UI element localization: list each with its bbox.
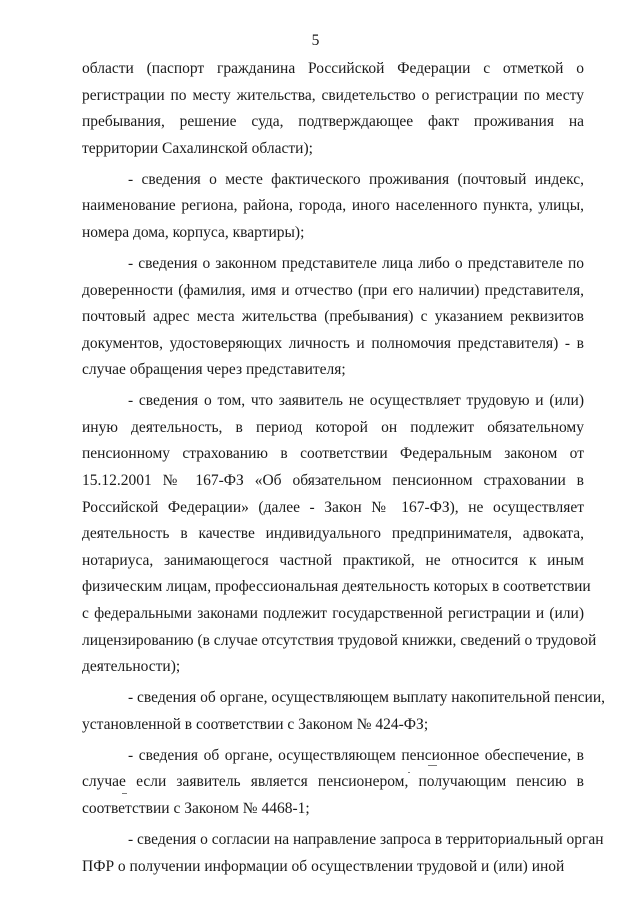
text-line: - сведения об органе, осуществляющем выплату накопительной пенсии, (128, 689, 606, 707)
paragraph (82, 167, 584, 247)
text-line: области (паспорт гражданина Российской Федерации с отметкой о (82, 60, 584, 77)
text-line: лицензированию (в случае отсутствия трудовой книжки, сведений о трудовой (82, 631, 597, 649)
text-line: - сведения об органе, осуществляющем пенсионное обеспечение, в (128, 746, 584, 764)
text-line: случае если заявитель является пенсионером, получающим пенсию в (82, 773, 584, 791)
paragraph (82, 827, 604, 880)
text-line: с федеральными законами подлежит государственной регистрации и (или) (82, 605, 584, 623)
text-line: нотариуса, занимающегося частной практикой, не относится к иным (82, 551, 584, 569)
text-line: - сведения о том, что заявитель не осуществляет трудовую и (или) (128, 392, 584, 410)
text-line: территории Сахалинской области); (82, 139, 313, 157)
text-line: соответствии с Законом № 4468-1; (82, 799, 310, 817)
page-number: 5 (311, 32, 320, 49)
text-line: ПФР о получении информации об осуществлении трудовой и (или) иной (82, 857, 565, 875)
text-line: 15.12.2001 № 167-ФЗ «Об обязательном пенсионном страховании в (82, 472, 584, 490)
text-line: регистрации по месту жительства, свидетельство о регистрации по месту (82, 86, 584, 104)
text-line: установленной в соответствии с Законом № 424-ФЗ; (82, 715, 429, 733)
paragraph (82, 388, 597, 681)
text-line: пенсионному страхованию в соответствии Федеральным законом от (82, 445, 584, 463)
text-line: пребывания, решение суда, подтверждающее факт проживания на (82, 113, 584, 131)
paragraph (82, 56, 584, 162)
scan-speck (408, 772, 410, 773)
text-line: - сведения о законном представителе лица либо о представителе по (128, 254, 584, 272)
text-line: документов, удостоверяющих личность и полномочия представителя) - в (82, 334, 584, 352)
text-line: почтовый адрес места жительства (пребывания) с указанием реквизитов (82, 308, 584, 326)
scan-speck (122, 793, 127, 794)
text-line: иную деятельность, в период которой он подлежит обязательному (82, 418, 584, 436)
text-line: - сведения о месте фактического проживания (почтовый индекс, (128, 170, 584, 188)
text-line: физическим лицам, профессиональная деятельность которых в соответствии (82, 578, 591, 596)
text-line: случае обращения через представителя; (82, 361, 346, 379)
text-line: наименование региона, района, города, иного населенного пункта, улицы, (82, 197, 584, 215)
text-line: номера дома, корпуса, квартиры); (82, 223, 305, 241)
scan-speck (428, 765, 437, 766)
document-body (82, 56, 606, 880)
text-line: - сведения о согласии на направление запроса в территориальный орган (128, 830, 604, 848)
text-line: Российской Федерации» (далее - Закон № 167-ФЗ), не осуществляет (82, 498, 584, 516)
text-line: деятельность в качестве индивидуального предпринимателя, адвоката, (82, 525, 584, 543)
paragraph (82, 251, 584, 384)
text-line: деятельности); (82, 658, 181, 676)
text-line: доверенности (фамилия, имя и отчество (при его наличии) представителя, (82, 281, 584, 299)
paragraph (82, 743, 584, 823)
paragraph (82, 685, 606, 738)
